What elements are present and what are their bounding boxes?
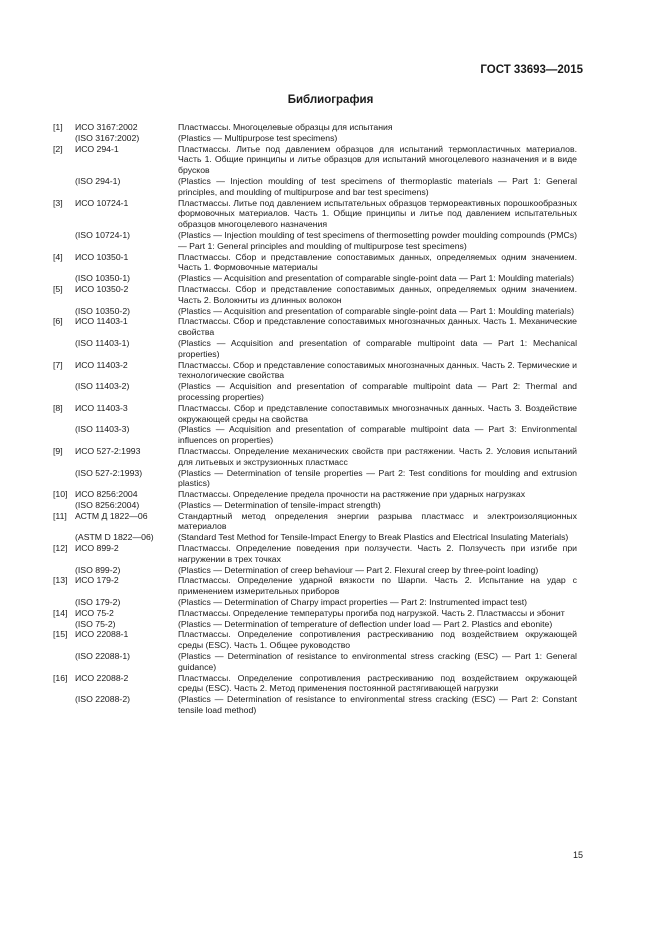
bibliography-entry (53, 489, 577, 500)
entry-code: ИСО 75-2 (75, 607, 114, 618)
document-header: ГОСТ 33693—2015 (480, 64, 583, 76)
bibliography-entry (53, 543, 577, 565)
entry-code: (ISO 11403-3) (75, 424, 130, 435)
bibliography-entry (53, 673, 577, 695)
entry-text: (Plastics — Determination of temperature of deflection under load — Part 2. Plastics and ebonite) (178, 618, 553, 629)
entry-code: ИСО 10724-1 (75, 197, 129, 208)
entry-code: (ISO 75-2) (75, 618, 116, 629)
entry-number: [14] (53, 607, 68, 618)
entry-number (53, 651, 75, 673)
entry-code: (ISO 22088-1) (75, 651, 131, 662)
entry-code: ИСО 3167:2002 (75, 122, 138, 132)
entry-code: (ASTM D 1822—06) (75, 532, 154, 543)
bibliography-entry (53, 284, 577, 306)
bibliography-entry (53, 608, 577, 619)
entry-number: [15] (53, 629, 68, 640)
bibliography-entry (53, 122, 577, 133)
page-number: 15 (572, 850, 583, 860)
bibliography-entry (53, 252, 577, 274)
entry-text: Пластмассы. Сбор и представление сопоставимых многозначных данных. Часть 1. Механические свойства (178, 316, 577, 338)
bibliography-entry (53, 144, 577, 176)
entry-text: Пластмассы. Сбор и представление сопоставимых данных, определяемых одним значением. Часть 1. Формовочные материалы (178, 251, 577, 273)
bibliography-entry (53, 511, 577, 533)
entry-text: Стандартный метод определения энергии разрыва пластмасс и электроизоляционных материалов (178, 510, 577, 532)
entry-code: (ISO 10350-1) (75, 273, 131, 284)
bibliography-entry (53, 176, 577, 198)
entry-number: [9] (53, 445, 63, 456)
entry-number: [10] (53, 489, 68, 500)
entry-text: (Plastics — Determination of Charpy impact properties — Part 2: Instrumented impact test) (178, 597, 528, 608)
entry-number: [1] (53, 122, 63, 132)
entry-number (53, 306, 75, 317)
entry-number (53, 133, 75, 144)
entry-number (53, 565, 75, 576)
entry-number (53, 694, 75, 716)
entry-number: [7] (53, 359, 63, 370)
entry-number (53, 500, 75, 511)
entry-text: Пластмассы. Литье под давлением образцов для испытаний термопластичных материалов. Часть 1. Общие принципы и литье образцов для испытаний многоцелевого назначения и в виде брусков (178, 143, 577, 176)
entry-number: [3] (53, 197, 63, 208)
entry-code: (ISO 10350-2) (75, 305, 131, 316)
entry-code: (ISO 10724-1) (75, 229, 131, 240)
bibliography-entry (53, 273, 577, 284)
entry-number (53, 381, 75, 403)
entry-text: (Plastics — Acquisition and presentation of comparable single-point data — Part 1: Moulding materials) (178, 273, 574, 284)
entry-text: Пластмассы. Определение сопротивления растрескиванию под воздействием окружающей среды (ESC). Часть 2. Метод применения постоянной растягивающей нагрузки (178, 672, 577, 694)
entry-number: [4] (53, 251, 63, 262)
entry-code: (ISO 179-2) (75, 597, 121, 608)
entry-number (53, 597, 75, 608)
entry-number: [6] (53, 316, 63, 327)
entry-text: (Plastics — Injection moulding of test specimens of thermosetting powder moulding compounds (PMCs) — Part 1: General principles and moulding of multipurpose test specimens) (178, 229, 577, 251)
bibliography-entry (53, 468, 577, 490)
entry-number (53, 230, 75, 252)
entry-text: Пластмассы. Литье под давлением испытательных образцов термореактивных порошкообразных формовочных материалов. Часть 1. Общие принципы и литье под давлением испытательных образцов многоцелевого назначения (178, 197, 577, 230)
entry-text: (Plastics — Acquisition and presentation of comparable multipoint data — Part 2: Thermal and processing properties) (178, 381, 577, 402)
entry-code: ИСО 11403-2 (75, 359, 128, 370)
bibliography-entry (53, 500, 577, 511)
entry-text: (Plastics — Acquisition and presentation of comparable multipoint data — Part 1: Mechanical properties) (178, 337, 577, 359)
entry-code: ИСО 294-1 (75, 143, 119, 154)
entry-code: ИСО 11403-3 (75, 402, 128, 413)
entry-text: Пластмассы. Определение температуры прогиба под нагрузкой. Часть 2. Пластмассы и эбонит (178, 607, 565, 618)
entry-number (53, 532, 75, 543)
entry-text: Пластмассы. Определение сопротивления растрескиванию под воздействием окружающей среды (ESC). Часть 1. Общее руководство (178, 629, 577, 651)
bibliography-entry (53, 198, 577, 230)
entry-number: [16] (53, 672, 68, 683)
entry-code: АСТМ Д 1822—06 (75, 510, 148, 521)
entry-code: (ISO 22088-2) (75, 694, 131, 705)
entry-code: (ISO 11403-2) (75, 381, 130, 392)
bibliography-entry (53, 619, 577, 630)
page-title: Библиография (287, 94, 374, 106)
entry-code: ИСО 899-2 (75, 543, 119, 554)
bibliography-entry (53, 565, 577, 576)
entry-number: [11] (53, 510, 67, 521)
entry-number (53, 338, 75, 360)
entry-text: (Plastics — Determination of creep behaviour — Part 2. Flexural creep by three-point loading) (178, 564, 539, 575)
entry-text: (Plastics — Determination of resistance to environmental stress cracking (ESC) — Part 2: Constant tensile load method) (178, 694, 577, 716)
entry-number (53, 468, 75, 490)
entry-text: (Plastics — Multipurpose test specimens) (178, 132, 338, 143)
entry-text: Пластмассы. Определение поведения при ползучести. Часть 2. Ползучесть при изгибе при нагружении в трех точках (178, 543, 577, 564)
entry-text: (Plastics — Acquisition and presentation of comparable multipoint data — Part 3: Environmental influences on properties) (178, 424, 577, 446)
entry-code: (ISO 11403-1) (75, 337, 130, 348)
entry-text: Пластмассы. Сбор и представление сопоставимых данных, определяемых одним значением. Часть 2. Волокниты из длинных волокон (178, 283, 577, 305)
entry-number: [13] (53, 575, 68, 586)
entry-number: [5] (53, 283, 63, 294)
entry-number (53, 424, 75, 446)
entry-code: ИСО 179-2 (75, 575, 119, 586)
entry-text: (Plastics — Acquisition and presentation of comparable single-point data — Part 1: Moulding materials) (178, 305, 574, 316)
bibliography-entry (53, 575, 577, 597)
bibliography-entry (53, 694, 577, 716)
bibliography-entry (53, 230, 577, 252)
bibliography-entry (53, 360, 577, 382)
bibliography-entry (53, 532, 577, 543)
entry-code: ИСО 22088-1 (75, 629, 129, 640)
entry-number (53, 619, 75, 630)
bibliography-entry (53, 424, 577, 446)
entry-code: ИСО 10350-1 (75, 251, 129, 262)
entry-code: (ISO 899-2) (75, 564, 121, 575)
entry-number: [12] (53, 543, 68, 554)
entry-text: Пластмассы. Сбор и представление сопоставимых многозначных данных. Часть 2. Термические и технологические свойства (178, 359, 577, 381)
entry-number (53, 176, 75, 198)
entry-text: (Plastics — Determination of tensile-impact strength) (178, 499, 381, 510)
entry-text: (Standard Test Method for Tensile-Impact Energy to Break Plastics and Electrical Insulating Materials) (178, 532, 569, 543)
entry-number: [8] (53, 402, 63, 413)
bibliography-entry (53, 597, 577, 608)
bibliography-list (53, 122, 577, 716)
entry-text: Пластмассы. Определение предела прочности на растяжение при ударных нагрузках (178, 489, 526, 500)
bibliography-entry (53, 306, 577, 317)
entry-code: (ISO 527-2:1993) (75, 467, 143, 478)
entry-text: Пластмассы. Определение ударной вязкости по Шарпи. Часть 2. Испытание на удар с применением измерительных приборов (178, 575, 577, 597)
entry-code: (ISO 8256:2004) (75, 499, 140, 510)
bibliography-entry (53, 338, 577, 360)
entry-number (53, 273, 75, 284)
entry-code: ИСО 8256:2004 (75, 489, 138, 500)
bibliography-entry (53, 651, 577, 673)
entry-code: (ISO 294-1) (75, 175, 121, 186)
entry-code: ИСО 10350-2 (75, 283, 129, 294)
bibliography-entry (53, 403, 577, 425)
bibliography-entry (53, 629, 577, 651)
entry-text: (Plastics — Determination of resistance to environmental stress cracking (ESC) — Part 1: General guidance) (178, 651, 577, 672)
entry-code: (ISO 3167:2002) (75, 132, 140, 143)
bibliography-entry (53, 133, 577, 144)
entry-text: Пластмассы. Определение механических свойств при растяжении. Часть 2. Условия испытаний для литьевых и экструзионных пластмасс (178, 445, 577, 467)
entry-code: ИСО 22088-2 (75, 672, 129, 683)
entry-text: Пластмассы. Многоцелевые образцы для испытания (178, 122, 393, 132)
entry-text: (Plastics — Injection moulding of test specimens of thermoplastic materials — Part 1: General principles, and moulding of multipurpose and bar test specimens) (178, 175, 577, 197)
entry-code: ИСО 527-2:1993 (75, 445, 141, 456)
entry-text: Пластмассы. Сбор и представление сопоставимых многозначных данных. Часть 3. Воздействие окружающей среды на свойства (178, 402, 577, 424)
entry-text: (Plastics — Determination of tensile properties — Part 2: Test conditions for moulding and extrusion plastics) (178, 467, 577, 489)
entry-code: ИСО 11403-1 (75, 316, 128, 327)
bibliography-entry (53, 446, 577, 468)
entry-number: [2] (53, 143, 63, 154)
bibliography-entry (53, 381, 577, 403)
bibliography-entry (53, 316, 577, 338)
